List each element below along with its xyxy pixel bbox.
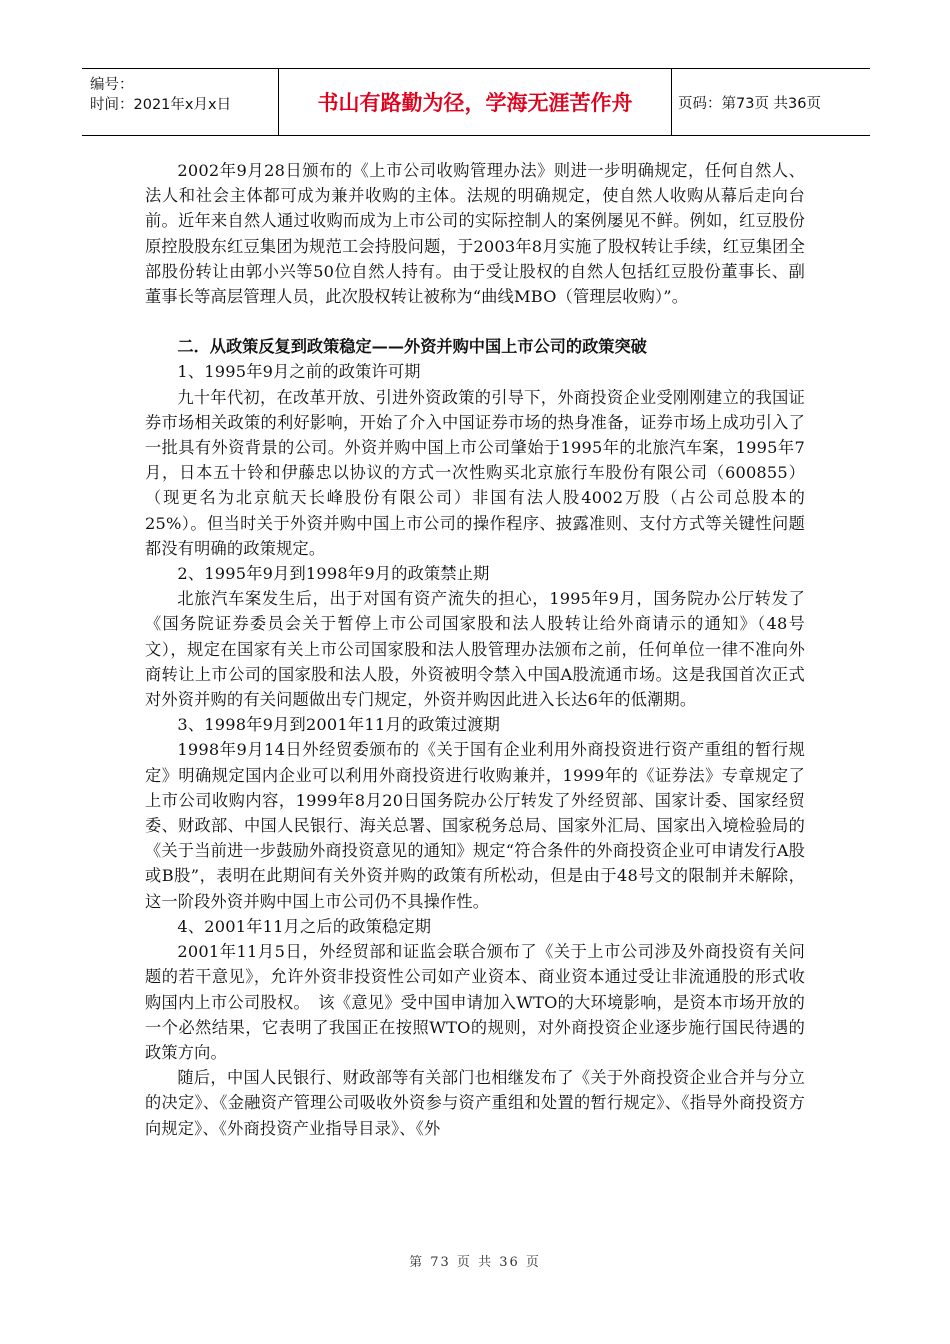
subsection-text-4: 2001年11月5日，外经贸部和证监会联合颁布了《关于上市公司涉及外商投资有关问题的若干意见》，允许外资非投资性公司如产业资本、商业资本通过受让非流通股的形式收购国内上市公司股权。 该《意见》受中国申请加入WTO的大环境影响，是资本市场开放的一个必然结果，它表明了我国正在按照WTO的规则，对外商投资企业逐步施行国民待遇的政策方向。 — [145, 942, 805, 1062]
number-label: 编号： — [90, 77, 134, 93]
document-body — [145, 158, 805, 1141]
header-motto: 书山有路勤为径，学海无涯苦作舟 — [278, 69, 672, 135]
subsection-text-3: 1998年9月14日外经贸委颁布的《关于国有企业利用外商投资进行资产重组的暂行规定》明确规定国内企业可以利用外商投资进行收购兼并，1999年的《证券法》专章规定了上市公司收购内容，1999年8月20日国务院办公厅转发了外经贸部、国家计委、国家经贸委、财政部、中国人民银行、海关总署、国家税务总局、国家外汇局、国家出入境检验局的《关于当前进一步鼓励外商投资意见的通知》规定“符合条件的外商投资企业可申请发行A股或B股”，表明在此期间有关外资并购的政策有所松动，但是由于48号文的限制并未解除，这一阶段外资并购中国上市公司仍不具操作性。 — [145, 740, 805, 911]
date-label: 时间：2021年x月x日 — [90, 97, 232, 113]
page-header — [82, 68, 870, 136]
subsection-text-4b: 随后，中国人民银行、财政部等有关部门也相继发布了《关于外商投资企业合并与分立的决定》、《金融资产管理公司吸收外资参与资产重组和处置的暂行规定》、《指导外商投资方向规定》、《外商投资产业指导目录》、《外 — [145, 1068, 805, 1138]
section-heading: 二．从政策反复到政策稳定——外资并购中国上市公司的政策突破 — [177, 337, 647, 357]
subsection-title-1: 1、1995年9月之前的政策许可期 — [177, 362, 421, 382]
subsection-title-3: 3、1998年9月到2001年11月的政策过渡期 — [177, 715, 501, 735]
subsection-title-4: 4、2001年11月之后的政策稳定期 — [177, 916, 432, 936]
header-meta — [82, 69, 278, 135]
page-footer: 第 73 页 共 36 页 — [409, 1255, 541, 1270]
subsection-title-2: 2、1995年9月到1998年9月的政策禁止期 — [177, 564, 490, 584]
paragraph-intro: 2002年9月28日颁布的《上市公司收购管理办法》则进一步明确规定，任何自然人、法人和社会主体都可成为兼并收购的主体。法规的明确规定，使自然人收购从幕后走向台前。近年来自然人通过收购而成为上市公司的实际控制人的案例屡见不鲜。例如，红豆股份原控股股东红豆集团为规范工会持股问题，于2003年8月实施了股权转让手续，红豆集团全部股份转让由郭小兴等50位自然人持有。由于受让股权的自然人包括红豆股份董事长、副董事长等高层管理人员，此次股权转让被称为“曲线MBO（管理层收购）”。 — [145, 161, 805, 307]
subsection-text-2: 北旅汽车案发生后，出于对国有资产流失的担心，1995年9月，国务院办公厅转发了《国务院证券委员会关于暂停上市公司国家股和法人股转让给外商请示的通知》（48号文），规定在国家有关上市公司国家股和法人股管理办法颁布之前，任何单位一律不准向外商转让上市公司的国家股和法人股，外资被明令禁入中国A股流通市场。这是我国首次正式对外资并购的有关问题做出专门规定，外资并购因此进入长达6年的低潮期。 — [145, 589, 805, 710]
subsection-text-1: 九十年代初，在改革开放、引进外资政策的引导下，外商投资企业受刚刚建立的我国证券市场相关政策的利好影响，开始了介入中国证券市场的热身准备，证券市场上成功引入了一批具有外资背景的公司。外资并购中国上市公司肇始于1995年的北旅汽车案，1995年7月，日本五十铃和伊藤忠以协议的方式一次性购买北京旅行车股份有限公司（600855）（现更名为北京航天长峰股份有限公司）非国有法人股4002万股（占公司总股本的25%）。但当时关于外资并购中国上市公司的操作程序、披露准则、支付方式等关键性问题都没有明确的政策规定。 — [145, 387, 805, 558]
header-page-info: 页码：第73页 共36页 — [678, 95, 822, 112]
